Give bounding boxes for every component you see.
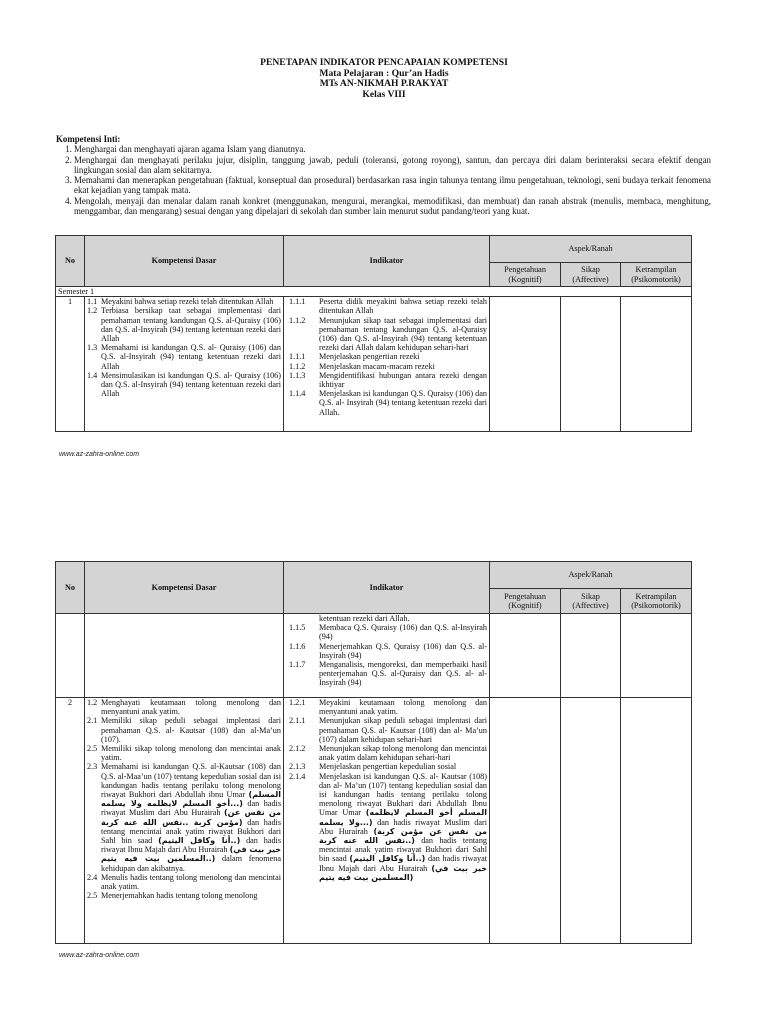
indikator-item — [286, 362, 487, 371]
indikator-text: Menganalisis, mengoreksi, dan memperbaiki hasil penterjemahan Q.S. al-Quraisy dan Q.S. al- al-Insyirah (94) — [319, 660, 487, 688]
kompetensi-inti — [56, 134, 711, 216]
indikator-cell — [284, 614, 490, 698]
sikap-cell — [561, 614, 621, 698]
kd-num: 2.1 — [87, 716, 98, 726]
kd-text-part: Memahami isi kandungan Q.S. al-Kautsar (108) dan Q.S. al-Maa’un (107) tentang kepedulian sosial dan isi kandungan hadis tentang perilaku tolong menolong riwayat Bukhori dari Abdullah ibnu Umar — [101, 762, 281, 800]
pengetahuan-cell — [490, 297, 561, 432]
ki-item: 2. Menghargai dan menghayati perilaku jujur, disiplin, tanggung jawab, peduli (toleransi, gotong royong), santun, dan percaya diri dalam berinteraksi secara efektif dengan lingkungan sosial dan alam sekitarnya. — [74, 155, 711, 176]
col-header-no: No — [56, 562, 85, 614]
indikator-item — [286, 297, 487, 315]
table-row — [56, 698, 692, 944]
kd-text: Meyakini bahwa setiap rezeki telah ditentukan Allah — [101, 297, 274, 307]
kd-item — [87, 698, 281, 716]
ki-item: 3. Memahami dan menerapkan pengetahuan (faktual, konseptual dan prosedural) berdasarkan rasa ingin tahunya tentang ilmu pengetahuan, teknologi, seni budaya terkait fenomena ekat kejadian yang tampak mata. — [74, 175, 711, 196]
sikap-cell — [561, 698, 621, 944]
kd-text: Memiliki sikap tolong menolong dan mencintai anak yatim. — [101, 744, 281, 763]
footer-url: www.az-zahra-online.com — [59, 952, 140, 959]
indikator-num: 1.2.1 — [289, 698, 306, 707]
kd-item — [87, 297, 281, 306]
indikator-text: Menunjukan sikap tolong menolong dan mencintai anak yatim dalam kehidupan sehari-hari — [319, 744, 487, 763]
kd-cell — [85, 614, 284, 698]
kd-num: 1.1 — [87, 297, 98, 307]
kd-cell — [85, 297, 284, 432]
grade-line: Kelas VIII — [362, 88, 406, 100]
col-header-kd: Kompetensi Dasar — [85, 562, 284, 614]
school-line: MTs AN-NIKMAH P.RAKYAT — [319, 78, 449, 90]
kd-num: 1.4 — [87, 370, 98, 380]
arabic-hadith: (أنا وكافل اليتيم..) — [158, 836, 241, 846]
kd-item — [87, 371, 281, 399]
indikator-num: 1.1.1 — [289, 352, 306, 362]
indikator-item — [286, 772, 487, 882]
arabic-hadith: (خير بيت في المسلمين بيت فيه يتيم) — [319, 863, 487, 882]
pengetahuan-cell — [490, 614, 561, 698]
indikator-clip — [286, 297, 487, 430]
arabic-hadith: (من نفس عن مؤمن كربة ..نفس الله عنه كربة) — [101, 808, 281, 827]
kd-text: Mensimulasikan isi kandungan Q.S. al- Quraisy (106) dan Q.S. al-Insyirah (94) tentang ketentuan rezeki dari Allah — [101, 370, 281, 399]
indikator-text-part: dan hadis riwayat Muslim dari Abu Hurairah — [319, 817, 487, 836]
indikator-num: 1.1.1 — [289, 297, 306, 307]
keterampilan-cell — [621, 297, 692, 432]
indikator-item — [286, 716, 487, 744]
arabic-hadith: (المسلم أخو المسلم لايظلمه ولا يسلمه...) — [101, 790, 281, 809]
indikator-text: Menjelaskan pengertian kepedulian sosial — [319, 762, 457, 772]
kd-item — [87, 716, 281, 744]
kd-clip — [87, 698, 281, 943]
kd-item — [87, 306, 281, 343]
row-number: 1 — [56, 297, 85, 432]
semester-label: Semester 1 — [56, 287, 692, 297]
kd-text: Memiliki sikap peduli sebagai implentasi dari pemahaman Q.S. al- Kautsar (108) dan al-Ma’un (107). — [101, 716, 281, 744]
col-header-no: No — [56, 236, 85, 287]
indikator-item — [286, 623, 487, 641]
keterampilan-cell — [621, 614, 692, 698]
keterampilan-cell — [621, 698, 692, 944]
kd-text — [101, 762, 281, 872]
kd-text-part: dan hadis tentang mencintai anak yatim riwayat Bukhori dari Sahl bin saad — [101, 817, 281, 846]
col-header-keterampilan: Ketrampilan (Psikomotorik) — [621, 589, 692, 614]
col-header-keterampilan: Ketrampilan (Psikomotorik) — [621, 263, 692, 287]
kd-text-part: dan hadis riwayat Ibnu Majah dari Abu Hurairah — [101, 836, 281, 855]
indikator-num: 1.1.3 — [289, 370, 306, 380]
col-header-pengetahuan: Pengetahuan (Kognitif) — [490, 589, 561, 614]
kd-text: Menulis hadis tentang tolong menolong dan mencintai anak yatim. — [101, 872, 281, 892]
kd-text: Memahami isi kandungan Q.S. al- Quraisy (106) dan Q.S. al-Insyirah (94) tentang ketentuan rezeki dari Allah — [101, 343, 281, 371]
ki-list — [56, 144, 711, 216]
kd-text: Menerjemahkan hadis tentang tolong menolong — [101, 891, 258, 901]
indikator-text: Menjelaskan macam-macam rezeki — [319, 361, 435, 371]
indikator-item — [286, 660, 487, 688]
kd-num: 2.3 — [87, 762, 98, 772]
kd-num: 1.2 — [87, 698, 98, 707]
indikator-text-part: Menjelaskan isi kandungan Q.S. al- Kautsar (108) dan al- Ma’un (107) tentang kepedulian sosial dan isi kandungan hadis tentang perilaku tolong menolong riwayat Bukhari dari Abdullah Ibnu Umar Umar — [319, 771, 487, 818]
row-number — [56, 614, 85, 698]
arabic-hadith: (أنا وكافل اليتيم..) — [349, 854, 426, 864]
kd-item — [87, 873, 281, 891]
table-page-2 — [55, 561, 692, 944]
indikator-text: Menunjukan sikap taat sebagai implementasi dari pemahaman tentang kandungan Q.S. al-Quraisy (106) dan Q.S. al-Insyirah (94) tentang ketentuan rezeki dari Allah dalam kehidupan sehari-hari — [319, 315, 487, 353]
indikator-text-part: dan hadis riwayat Ibnu Majah dari Abu Hurairah — [319, 854, 487, 873]
ki-item: 1. Menghargai dan menghayati ajaran agama Islam yang dianutnya. — [74, 144, 711, 154]
indikator-item — [286, 389, 487, 417]
indikator-num: 1.1.7 — [289, 660, 306, 670]
col-header-indikator: Indikator — [284, 236, 490, 287]
document-title: PENETAPAN INDIKATOR PENCAPAIAN KOMPETENSI — [260, 57, 508, 68]
indikator-item — [286, 371, 487, 389]
indikator-item — [286, 642, 487, 660]
indikator-cell — [284, 297, 490, 432]
kd-num: 1.3 — [87, 343, 98, 353]
arabic-hadith: (خير بيت في المسلمين بيت فيه يتيم..) — [101, 845, 281, 864]
indikator-item — [286, 698, 487, 716]
indikator-text-part: dan hadis tentang mencintai anak yatim riwayat Bukhori dari Sahl bin saad — [319, 836, 487, 864]
col-header-kd: Kompetensi Dasar — [85, 236, 284, 287]
sikap-cell — [561, 297, 621, 432]
pengetahuan-cell — [490, 698, 561, 944]
col-header-sikap: Sikap (Affective) — [561, 263, 621, 287]
indikator-text: Menjelaskan isi kandungan Q.S. Quraisy (106) dan Q.S. al- Insyirah (94) tentang ketentuan rezeki dari Allah. — [319, 389, 487, 417]
kd-num: 1.2 — [87, 306, 98, 316]
arabic-hadith: (المسلم أخو المسلم لايظلمه ولا يسلمه...) — [319, 808, 487, 827]
footer-url: www.az-zahra-online.com — [59, 451, 140, 458]
indikator-text: Mengidentifikasi hubungan antara rezeki dengan ikhtiyar — [319, 370, 487, 390]
subject-line: Mata Pelajaran : Qur’an Hadis — [319, 67, 449, 79]
kd-num: 2.4 — [87, 872, 98, 882]
indikator-item — [286, 352, 487, 361]
table-page-1 — [55, 235, 692, 432]
arabic-hadith: (من نفس عن مؤمن كربة ..نفس الله عنه كربة) — [319, 826, 487, 846]
indikator-num: 1.1.2 — [289, 361, 306, 371]
kd-item — [87, 891, 281, 900]
indikator-text: Menunjukan sikap peduli sebagai implentasi dari pemahaman Q.S. al- Kautsar (108) dan al- Ma’un (107) dalam kehidupan sehari-hari — [319, 716, 487, 744]
kd-text: Menghayati keutamaan tolong menolong dan menyantuni anak yatim. — [101, 698, 281, 717]
indikator-text: Menerjemahkan Q.S. Quraisy (106) dan Q.S. al- Insyirah (94) — [319, 641, 487, 660]
col-header-pengetahuan: Pengetahuan (Kognitif) — [490, 263, 561, 287]
ki-title: Kompetensi Inti: — [56, 134, 121, 144]
indikator-text: Peserta didik meyakini bahwa setiap rezeki telah ditentukan Allah — [319, 297, 487, 316]
indikator-text: Menjelaskan pengertian rezeki — [319, 352, 420, 362]
kd-text: Terbiasa bersikap taat sebagai implementasi dari pemahaman tentang kandungan Q.S. al-Quraisy (106) dan Q.S. al-Insyirah (94) tentang ketentuan rezeki dari Allah — [101, 306, 281, 344]
indikator-cell — [284, 698, 490, 944]
kd-text-part: dan hadis riwayat Muslim dari Abu Hurairah — [101, 799, 281, 818]
indikator-num: 1.1.2 — [289, 315, 306, 325]
indikator-item — [286, 744, 487, 762]
table-row — [56, 297, 692, 432]
indikator-text: Meyakini keutamaan tolong menolong dan menyantuni anak yatim. — [319, 698, 487, 717]
document-header — [0, 58, 768, 100]
indikator-num: 1.1.5 — [289, 623, 306, 633]
continued-text: ketentuan rezeki dari Allah. — [319, 614, 410, 623]
indikator-num: 1.1.4 — [289, 389, 306, 399]
col-header-aspek: Aspek/Ranah — [490, 236, 692, 263]
kd-num: 2.5 — [87, 744, 98, 754]
ki-item: 4. Mengolah, menyaji dan menalar dalam ranah konkret (menggunakan, mengurai, merangkai, memodifikasi, dan membuat) dan ranah abstrak (menulis, membaca, menghitung, menggambar, dan mengarang) sesuai dengan yang dipelajari di sekolah dan sumber lain menurut sudut pandang/teori yang kuat. — [74, 196, 711, 217]
indikator-num: 2.1.4 — [289, 771, 306, 781]
kd-item — [87, 744, 281, 762]
kd-cell — [85, 698, 284, 944]
kd-text-part: dalam fenomena kehidupan dan akibatnya. — [101, 854, 281, 873]
indikator-clip — [286, 698, 487, 943]
col-header-aspek: Aspek/Ranah — [490, 562, 692, 589]
kd-item — [87, 762, 281, 872]
col-header-indikator: Indikator — [284, 562, 490, 614]
indikator-text: Membaca Q.S. Quraisy (106) dan Q.S. al-Insyirah (94) — [319, 623, 487, 642]
indikator-item — [286, 762, 487, 771]
indikator-item — [286, 316, 487, 353]
indikator-num: 1.1.6 — [289, 641, 306, 651]
indikator-num: 2.1.2 — [289, 744, 306, 754]
kd-num: 2.5 — [87, 891, 98, 901]
col-header-sikap: Sikap (Affective) — [561, 589, 621, 614]
indikator-num: 2.1.1 — [289, 716, 306, 726]
row-number: 2 — [56, 698, 85, 944]
indikator-text — [319, 772, 487, 882]
kd-item — [87, 343, 281, 371]
table-row — [56, 614, 692, 698]
indikator-num: 2.1.3 — [289, 762, 306, 772]
